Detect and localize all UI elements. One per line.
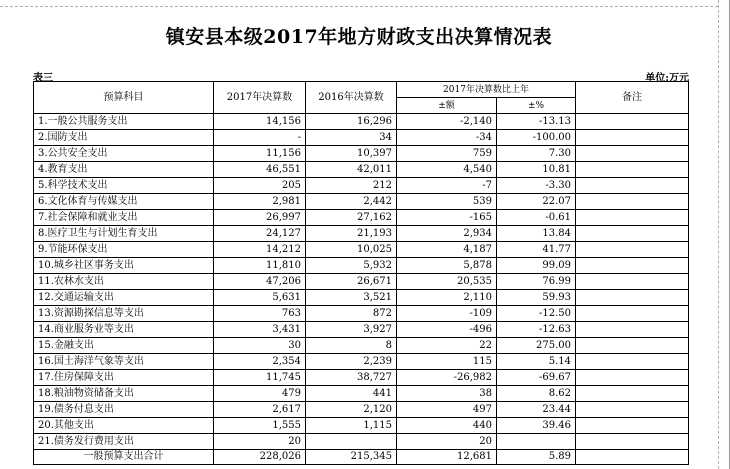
- diff-cell[interactable]: 440: [397, 418, 497, 434]
- total-name-cell[interactable]: 一般预算支出合计: [34, 450, 214, 465]
- total-row: [34, 450, 689, 465]
- pct-cell[interactable]: 275.00: [497, 338, 576, 354]
- value-2017-cell[interactable]: 20: [214, 434, 306, 450]
- subject-cell[interactable]: 15.金融支出: [34, 338, 214, 354]
- table-body: [34, 114, 689, 450]
- pct-cell[interactable]: [497, 434, 576, 450]
- value-2016-cell[interactable]: 2,239: [306, 354, 397, 370]
- diff-cell[interactable]: -2,140: [397, 114, 497, 130]
- subject-cell[interactable]: 10.城乡社区事务支出: [34, 258, 214, 274]
- table-number: 表三: [33, 73, 53, 84]
- subject-cell[interactable]: 13.资源勘探信息等支出: [34, 306, 214, 322]
- remark-cell[interactable]: [576, 290, 689, 306]
- diff-cell[interactable]: -34: [397, 130, 497, 146]
- value-2016-cell[interactable]: 42,011: [306, 162, 397, 178]
- subject-cell[interactable]: 18.粮油物资储备支出: [34, 386, 214, 402]
- value-2017-cell[interactable]: 2,981: [214, 194, 306, 210]
- unit-label: 单位:万元: [645, 73, 689, 84]
- remark-cell[interactable]: [576, 386, 689, 402]
- value-2016-cell[interactable]: 441: [306, 386, 397, 402]
- pct-cell[interactable]: 22.07: [497, 194, 576, 210]
- pct-cell[interactable]: 41.77: [497, 242, 576, 258]
- diff-cell[interactable]: 115: [397, 354, 497, 370]
- pct-cell[interactable]: 39.46: [497, 418, 576, 434]
- value-2016-cell[interactable]: 2,442: [306, 194, 397, 210]
- total-2016-cell[interactable]: 215,345: [306, 450, 397, 465]
- value-2016-cell[interactable]: 26,671: [306, 274, 397, 290]
- value-2016-cell[interactable]: 212: [306, 178, 397, 194]
- diff-cell[interactable]: 22: [397, 338, 497, 354]
- value-2017-cell[interactable]: 3,431: [214, 322, 306, 338]
- subject-cell[interactable]: 2.国防支出: [34, 130, 214, 146]
- header-subject[interactable]: 预算科目: [34, 82, 214, 114]
- remark-cell[interactable]: [576, 178, 689, 194]
- value-2017-cell[interactable]: 11,745: [214, 370, 306, 386]
- remark-cell[interactable]: [576, 418, 689, 434]
- value-2016-cell[interactable]: 1,115: [306, 418, 397, 434]
- header-diff[interactable]: ±额: [397, 98, 497, 114]
- diff-cell[interactable]: -7: [397, 178, 497, 194]
- subject-cell[interactable]: 1.一般公共服务支出: [34, 114, 214, 130]
- value-2017-cell[interactable]: 24,127: [214, 226, 306, 242]
- subject-cell[interactable]: 9.节能环保支出: [34, 242, 214, 258]
- subject-cell[interactable]: 16.国土海洋气象等支出: [34, 354, 214, 370]
- remark-cell[interactable]: [576, 338, 689, 354]
- header-pct[interactable]: ±%: [497, 98, 576, 114]
- table-row: [34, 290, 689, 306]
- header-remark[interactable]: 备注: [576, 82, 689, 114]
- diff-cell[interactable]: 759: [397, 146, 497, 162]
- pct-cell[interactable]: -0.61: [497, 210, 576, 226]
- value-2017-cell[interactable]: 763: [214, 306, 306, 322]
- diff-cell[interactable]: 4,540: [397, 162, 497, 178]
- pct-cell[interactable]: -69.67: [497, 370, 576, 386]
- diff-cell[interactable]: 2,934: [397, 226, 497, 242]
- report-title: 镇安县本级2017年地方财政支出决算情况表: [165, 26, 553, 48]
- pct-cell[interactable]: 10.81: [497, 162, 576, 178]
- value-2016-cell[interactable]: 27,162: [306, 210, 397, 226]
- remark-cell[interactable]: [576, 210, 689, 226]
- table-row: [34, 402, 689, 418]
- remark-cell[interactable]: [576, 306, 689, 322]
- table-row: [34, 226, 689, 242]
- table-row: [34, 322, 689, 338]
- table-row: [34, 370, 689, 386]
- value-2016-cell[interactable]: 5,932: [306, 258, 397, 274]
- table-row: [34, 338, 689, 354]
- table-row: [34, 418, 689, 434]
- table-row: [34, 274, 689, 290]
- remark-cell[interactable]: [576, 242, 689, 258]
- remark-cell[interactable]: [576, 322, 689, 338]
- subject-cell[interactable]: 17.住房保障支出: [34, 370, 214, 386]
- value-2017-cell[interactable]: 5,631: [214, 290, 306, 306]
- subject-cell[interactable]: 20.其他支出: [34, 418, 214, 434]
- value-2017-cell[interactable]: 11,156: [214, 146, 306, 162]
- diff-cell[interactable]: 2,110: [397, 290, 497, 306]
- diff-cell[interactable]: 20,535: [397, 274, 497, 290]
- pct-cell[interactable]: 23.44: [497, 402, 576, 418]
- remark-cell[interactable]: [576, 354, 689, 370]
- value-2016-cell[interactable]: 872: [306, 306, 397, 322]
- pct-cell[interactable]: 5.14: [497, 354, 576, 370]
- subject-cell[interactable]: 3.公共安全支出: [34, 146, 214, 162]
- value-2017-cell[interactable]: -: [214, 130, 306, 146]
- subject-cell[interactable]: 5.科学技术支出: [34, 178, 214, 194]
- remark-cell[interactable]: [576, 434, 689, 450]
- table-row: [34, 130, 689, 146]
- remark-cell[interactable]: [576, 402, 689, 418]
- subject-cell[interactable]: 19.债务付息支出: [34, 402, 214, 418]
- page-break-top: [0, 6, 718, 7]
- pct-cell[interactable]: 59.93: [497, 290, 576, 306]
- pct-cell[interactable]: -12.50: [497, 306, 576, 322]
- table-row: [34, 434, 689, 450]
- value-2016-cell[interactable]: 3,927: [306, 322, 397, 338]
- value-2016-cell[interactable]: 34: [306, 130, 397, 146]
- value-2017-cell[interactable]: 26,997: [214, 210, 306, 226]
- total-remark-cell[interactable]: [576, 450, 689, 465]
- remark-cell[interactable]: [576, 146, 689, 162]
- remark-cell[interactable]: [576, 258, 689, 274]
- value-2017-cell[interactable]: 14,156: [214, 114, 306, 130]
- pct-cell[interactable]: 76.99: [497, 274, 576, 290]
- table-row: [34, 210, 689, 226]
- subject-cell[interactable]: 6.文化体育与传媒支出: [34, 194, 214, 210]
- header-2017[interactable]: 2017年决算数: [214, 82, 306, 114]
- header-compare[interactable]: 2017年决算数比上年: [397, 82, 576, 98]
- budget-table: [33, 81, 689, 465]
- value-2016-cell[interactable]: 10,025: [306, 242, 397, 258]
- total-2017-cell[interactable]: 228,026: [214, 450, 306, 465]
- table-row: [34, 242, 689, 258]
- remark-cell[interactable]: [576, 274, 689, 290]
- subject-cell[interactable]: 14.商业服务业等支出: [34, 322, 214, 338]
- table-row: [34, 258, 689, 274]
- remark-cell[interactable]: [576, 370, 689, 386]
- diff-cell[interactable]: 497: [397, 402, 497, 418]
- remark-cell[interactable]: [576, 226, 689, 242]
- remark-cell[interactable]: [576, 130, 689, 146]
- pct-cell[interactable]: 8.62: [497, 386, 576, 402]
- value-2017-cell[interactable]: 47,206: [214, 274, 306, 290]
- value-2016-cell[interactable]: 16,296: [306, 114, 397, 130]
- pct-cell[interactable]: -12.63: [497, 322, 576, 338]
- diff-cell[interactable]: 5,878: [397, 258, 497, 274]
- value-2016-cell[interactable]: 21,193: [306, 226, 397, 242]
- subject-cell[interactable]: 11.农林水支出: [34, 274, 214, 290]
- table-row: [34, 354, 689, 370]
- value-2016-cell[interactable]: 38,727: [306, 370, 397, 386]
- diff-cell[interactable]: 20: [397, 434, 497, 450]
- pct-cell[interactable]: -3.30: [497, 178, 576, 194]
- remark-cell[interactable]: [576, 114, 689, 130]
- value-2017-cell[interactable]: 479: [214, 386, 306, 402]
- value-2017-cell[interactable]: 46,551: [214, 162, 306, 178]
- table-row: [34, 194, 689, 210]
- table-row: [34, 114, 689, 130]
- remark-cell[interactable]: [576, 162, 689, 178]
- value-2016-cell[interactable]: 10,397: [306, 146, 397, 162]
- diff-cell[interactable]: -165: [397, 210, 497, 226]
- diff-cell[interactable]: 38: [397, 386, 497, 402]
- value-2017-cell[interactable]: 11,810: [214, 258, 306, 274]
- diff-cell[interactable]: -26,982: [397, 370, 497, 386]
- value-2016-cell[interactable]: 8: [306, 338, 397, 354]
- subject-cell[interactable]: 7.社会保障和就业支出: [34, 210, 214, 226]
- value-2017-cell[interactable]: 205: [214, 178, 306, 194]
- diff-cell[interactable]: 539: [397, 194, 497, 210]
- value-2017-cell[interactable]: 2,617: [214, 402, 306, 418]
- pct-cell[interactable]: 99.09: [497, 258, 576, 274]
- value-2017-cell[interactable]: 30: [214, 338, 306, 354]
- table-row: [34, 146, 689, 162]
- pct-cell[interactable]: -13.13: [497, 114, 576, 130]
- diff-cell[interactable]: -109: [397, 306, 497, 322]
- subject-cell[interactable]: 4.教育支出: [34, 162, 214, 178]
- page-break-right: [718, 0, 719, 469]
- subject-cell[interactable]: 21.债务发行费用支出: [34, 434, 214, 450]
- value-2016-cell[interactable]: [306, 434, 397, 450]
- remark-cell[interactable]: [576, 194, 689, 210]
- total-pct-cell[interactable]: 5.89: [497, 450, 576, 465]
- subject-cell[interactable]: 8.医疗卫生与计划生育支出: [34, 226, 214, 242]
- value-2017-cell[interactable]: 14,212: [214, 242, 306, 258]
- pct-cell[interactable]: 7.30: [497, 146, 576, 162]
- value-2016-cell[interactable]: 2,120: [306, 402, 397, 418]
- pct-cell[interactable]: -100.00: [497, 130, 576, 146]
- total-diff-cell[interactable]: 12,681: [397, 450, 497, 465]
- value-2017-cell[interactable]: 2,354: [214, 354, 306, 370]
- table-row: [34, 178, 689, 194]
- diff-cell[interactable]: 4,187: [397, 242, 497, 258]
- value-2017-cell[interactable]: 1,555: [214, 418, 306, 434]
- pct-cell[interactable]: 13.84: [497, 226, 576, 242]
- subject-cell[interactable]: 12.交通运输支出: [34, 290, 214, 306]
- diff-cell[interactable]: -496: [397, 322, 497, 338]
- table-row: [34, 306, 689, 322]
- value-2016-cell[interactable]: 3,521: [306, 290, 397, 306]
- table-row: [34, 162, 689, 178]
- header-2016[interactable]: 2016年决算数: [306, 82, 397, 114]
- table-row: [34, 386, 689, 402]
